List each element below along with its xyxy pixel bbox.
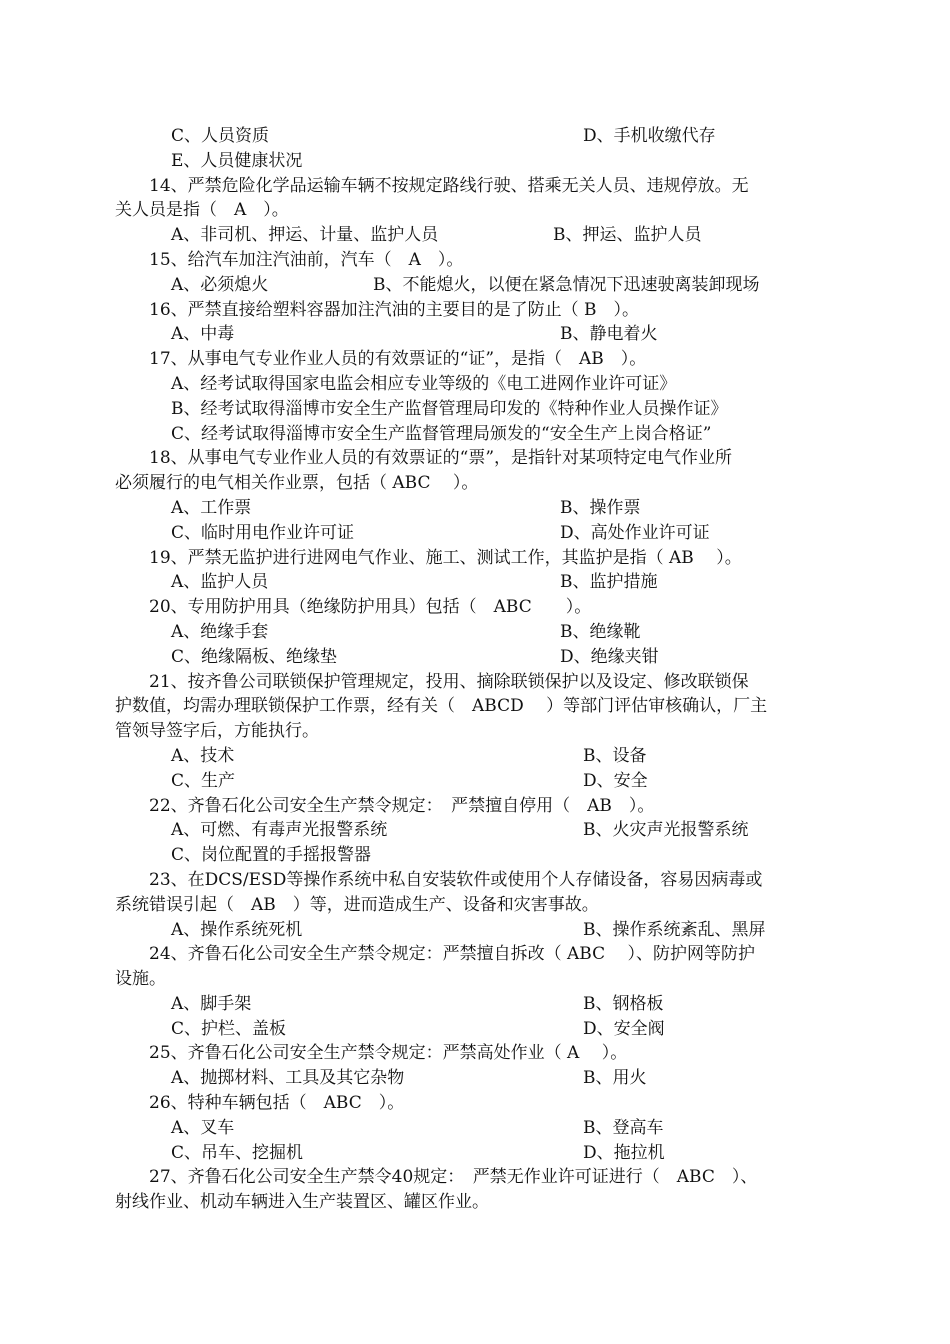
line-text: A、绝缘手套	[171, 621, 269, 642]
question-line	[115, 248, 835, 273]
option-right: B、钢格板	[583, 993, 664, 1014]
option-line	[115, 769, 835, 794]
option-right: B、火灾声光报警系统	[583, 820, 749, 841]
question-line	[115, 174, 835, 199]
option-line	[115, 124, 835, 149]
option-line	[115, 422, 835, 447]
question-line	[115, 868, 835, 893]
option-line	[115, 818, 835, 843]
line-text: C、绝缘隔板、绝缘垫	[171, 646, 338, 667]
line-text: 25、齐鲁石化公司安全生产禁令规定：严禁高处作业（ A ）。	[149, 1043, 628, 1064]
line-text: A、工作票	[171, 497, 252, 518]
question-line	[115, 595, 835, 620]
line-text: C、岗位配置的手摇报警器	[171, 845, 372, 866]
line-text: A、技术	[171, 745, 235, 766]
question-line	[115, 347, 835, 372]
option-right: D、手机收缴代存	[583, 126, 716, 146]
question-line	[115, 942, 835, 967]
option-line	[115, 397, 835, 422]
question-continuation	[115, 694, 835, 719]
line-text: E、人员健康状况	[171, 150, 303, 171]
option-line	[115, 372, 835, 397]
option-right: B、用火	[583, 1068, 647, 1089]
question-continuation	[115, 719, 835, 744]
line-text: C、生产	[171, 770, 236, 791]
line-text: B、经考试取得淄博市安全生产监督管理局印发的《特种作业人员操作证》	[171, 398, 728, 419]
question-continuation	[115, 967, 835, 992]
line-text: 23、在DCS/ESD等操作系统中私自安装软件或使用个人存储设备，容易因病毒或	[149, 869, 763, 890]
line-text: C、经考试取得淄博市安全生产监督管理局颁发的“安全生产上岗合格证”	[171, 423, 712, 444]
line-text: A、经考试取得国家电监会相应专业等级的《电工进网作业许可证》	[171, 373, 677, 394]
option-line	[115, 570, 835, 595]
question-line	[115, 1041, 835, 1066]
line-text: 必须履行的电气相关作业票，包括（ ABC ）。	[115, 473, 479, 494]
line-text: A、监护人员	[171, 572, 269, 593]
option-right: B、静电着火	[560, 324, 658, 345]
option-right: D、拖拉机	[583, 1142, 665, 1163]
line-text: C、吊车、挖掘机	[171, 1142, 304, 1163]
option-line	[115, 521, 835, 546]
option-line	[115, 273, 835, 298]
option-right: D、绝缘夹钳	[560, 646, 659, 667]
question-list	[115, 124, 835, 1215]
line-text: 16、严禁直接给塑料容器加注汽油的主要目的是了防止（ B ）。	[149, 299, 640, 320]
line-text: A、抛掷材料、工具及其它杂物	[171, 1068, 405, 1089]
option-line	[115, 1141, 835, 1166]
option-line	[115, 918, 835, 943]
option-right: D、安全	[583, 770, 648, 791]
line-text: 19、严禁无监护进行进网电气作业、施工、测试工作，其监护是指（ AB ）。	[149, 547, 742, 568]
option-line	[115, 843, 835, 868]
option-right: B、设备	[583, 745, 647, 766]
line-text: C、临时用电作业许可证	[171, 522, 355, 543]
line-text: 24、齐鲁石化公司安全生产禁令规定：严禁擅自拆改（ ABC ）、防护网等防护	[149, 944, 756, 965]
option-right: D、高处作业许可证	[560, 522, 710, 543]
option-line	[115, 645, 835, 670]
line-text: 18、从事电气专业作业人员的有效票证的“票”，是指针对某项特定电气作业所	[149, 448, 733, 469]
question-line	[115, 298, 835, 323]
line-text: 系统错误引起（ AB ）等，进而造成生产、设备和灾害事故。	[115, 894, 599, 915]
question-line	[115, 1165, 835, 1190]
option-line	[115, 223, 835, 248]
line-text: 设施。	[115, 969, 166, 990]
line-text: A、中毒	[171, 324, 235, 345]
question-line	[115, 546, 835, 571]
line-text: C、人员资质	[171, 126, 270, 146]
option-right: B、操作票	[560, 497, 641, 518]
line-text: 26、特种车辆包括（ ABC ）。	[149, 1093, 405, 1114]
line-text: 17、从事电气专业作业人员的有效票证的“证”，是指（ AB ）。	[149, 349, 647, 370]
line-text: 27、齐鲁石化公司安全生产禁令40规定： 严禁无作业许可证进行（ ABC ）、	[149, 1167, 758, 1188]
line-text: 20、专用防护用具（绝缘防护用具）包括（ ABC ）。	[149, 597, 592, 618]
line-text: 护数值，均需办理联锁保护工作票，经有关（ ABCD ）等部门评估审核确认，厂主	[115, 696, 768, 717]
question-continuation	[115, 893, 835, 918]
line-text: A、叉车	[171, 1117, 235, 1138]
option-line	[115, 992, 835, 1017]
line-text: 14、严禁危险化学品运输车辆不按规定路线行驶、搭乘无关人员、违规停放。无	[149, 175, 749, 196]
option-line	[115, 149, 835, 174]
question-line	[115, 446, 835, 471]
question-line	[115, 670, 835, 695]
line-text: A、非司机、押运、计量、监护人员	[171, 225, 439, 246]
line-text: 关人员是指（ A ）。	[115, 200, 289, 221]
question-line	[115, 1091, 835, 1116]
line-text: 15、给汽车加注汽油前，汽车（ A ）。	[149, 249, 464, 270]
option-right: B、监护措施	[560, 572, 658, 593]
option-right: B、操作系统紊乱、黑屏	[583, 919, 766, 940]
line-text: A、操作系统死机	[171, 919, 303, 940]
line-text: 射线作业、机动车辆进入生产装置区、罐区作业。	[115, 1192, 489, 1213]
question-continuation	[115, 198, 835, 223]
option-line	[115, 1066, 835, 1091]
line-text: 22、齐鲁石化公司安全生产禁令规定： 严禁擅自停用（ AB ）。	[149, 795, 655, 816]
question-continuation	[115, 1190, 835, 1215]
option-line	[115, 620, 835, 645]
line-text: C、护栏、盖板	[171, 1018, 287, 1039]
line-text: 21、按齐鲁公司联锁保护管理规定，投用、摘除联锁保护以及设定、修改联锁保	[149, 671, 749, 692]
line-text: 管领导签字后，方能执行。	[115, 721, 319, 742]
line-text: A、可燃、有毒声光报警系统	[171, 820, 388, 841]
question-line	[115, 794, 835, 819]
option-line	[115, 1017, 835, 1042]
option-right: B、绝缘靴	[560, 621, 641, 642]
option-line	[115, 322, 835, 347]
option-right: B、押运、监护人员	[553, 225, 702, 246]
option-line	[115, 744, 835, 769]
option-line	[115, 496, 835, 521]
option-right: B、登高车	[583, 1117, 664, 1138]
question-continuation	[115, 471, 835, 496]
option-right: B、不能熄火，以便在紧急情况下迅速驶离装卸现场	[373, 274, 760, 295]
line-text: A、必须熄火	[171, 274, 269, 295]
option-line	[115, 1116, 835, 1141]
option-right: D、安全阀	[583, 1018, 665, 1039]
line-text: A、脚手架	[171, 993, 252, 1014]
